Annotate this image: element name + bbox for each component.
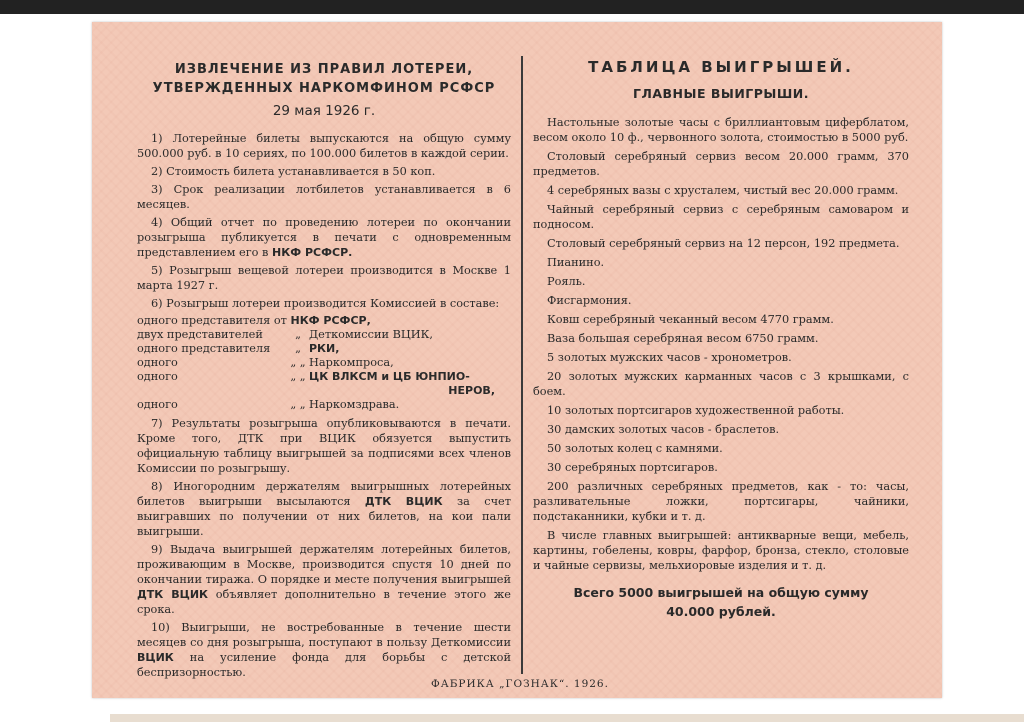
- prize-item: В числе главных выигрышей: антикварные вещи, мебель, картины, гобелены, ковры, фарфор, бронза, стекло, столовые и чайные сервизы, мельхиоровые изделия и т. д.: [533, 529, 909, 572]
- commission-who: двух представителей: [137, 328, 263, 341]
- commission-row: [137, 342, 511, 356]
- prizes-total-line2: 40.000 рублей.: [666, 604, 776, 619]
- ditto-mark: „ „: [290, 398, 306, 411]
- rules-column: [137, 60, 511, 683]
- prize-item: Фисгармония.: [547, 294, 632, 307]
- commission-who: одного представителя: [137, 342, 271, 355]
- prize-item: Столовый серебряный сервиз на 12 персон, 192 предмета.: [547, 237, 900, 250]
- prize-item: 4 серебряных вазы с хрусталем, чистый вес 20.000 грамм.: [547, 184, 899, 197]
- commission-who: [137, 384, 287, 398]
- rules-heading-line1: ИЗВЛЕЧЕНИЕ ИЗ ПРАВИЛ ЛОТЕРЕИ,: [174, 62, 474, 77]
- commission-row: [137, 328, 511, 342]
- commission-row: [137, 370, 511, 384]
- rule-10: [137, 620, 511, 680]
- prize-item: 30 дамских золотых часов - браслетов.: [547, 423, 780, 436]
- commission-row: [137, 314, 511, 328]
- top-dark-band: [0, 0, 1024, 14]
- prize-item: Чайный серебряный сервиз с серебряным самоваром и подносом.: [533, 203, 909, 231]
- commission-row: [137, 398, 511, 412]
- commission-first-org: НКФ РСФСР,: [290, 314, 371, 327]
- commission-first-who: одного представителя от: [137, 314, 287, 327]
- rule-1: 1) Лотерейные билеты выпускаются на общую сумму 500.000 руб. в 10 сериях, по 100.000 билетов в каждой серии.: [137, 132, 511, 160]
- rule-10-text-b: на усиление фонда для борьбы с детской беспризорностью.: [137, 651, 511, 679]
- rules-heading-line2: УТВЕРЖДЕННЫХ НАРКОМФИНОМ РСФСР: [152, 81, 496, 96]
- ditto-mark: „: [295, 342, 301, 355]
- rule-9-text-b: объявляет дополнительно в течение этого же срока.: [137, 588, 511, 616]
- rule-4-org: НКФ РСФСР.: [272, 246, 353, 259]
- prize-item: 20 золотых мужских карманных часов с 3 крышками, с боем.: [533, 370, 909, 398]
- rule-2: 2) Стоимость билета устанавливается в 50 коп.: [151, 165, 436, 178]
- commission-row: [137, 356, 511, 370]
- prizes-subtitle: ГЛАВНЫЕ ВЫИГРЫШИ.: [632, 86, 810, 101]
- commission-org: ЦК ВЛКСМ и ЦБ ЮНПИО-: [309, 370, 470, 383]
- prize-item: 200 различных серебряных предметов, как - то: часы, разливательные ложки, портсигары, чайники, подстаканники, кубки и т. д.: [533, 480, 909, 523]
- rule-8: [137, 479, 511, 539]
- commission-org: Наркомздрава.: [309, 398, 400, 411]
- rule-9-org: ДТК ВЦИК: [137, 588, 209, 601]
- rule-9-text-a: 9) Выдача выигрышей держателям лотерейных билетов, проживающим в Москве, производится спустя 10 дней по окончании тиража. О порядке и месте получения выигрышей: [137, 543, 511, 586]
- bottom-paper-edge: [110, 714, 1024, 722]
- prize-item: 10 золотых портсигаров художественной работы.: [547, 404, 845, 417]
- commission-who: одного: [137, 398, 178, 411]
- rule-8-text-b: за счет выигравших по получении от них билетов, на кои пали выигрыши.: [137, 495, 511, 538]
- rule-10-text-a: 10) Выигрыши, не востребованные в течение шести месяцев со дня розыгрыша, поступают в пользу Деткомиссии: [137, 621, 511, 649]
- column-divider: [521, 56, 523, 674]
- prizes-total-line1: Всего 5000 выигрышей на общую сумму: [573, 585, 869, 600]
- rule-8-text-a: 8) Иногородним держателям выигрышных лотерейных билетов выигрыши высылаются: [137, 480, 511, 508]
- commission-org: НЕРОВ,: [448, 384, 495, 397]
- prize-item: Пианино.: [547, 256, 605, 269]
- rule-8-org: ДТК ВЦИК: [364, 495, 443, 508]
- prizes-total: [533, 583, 909, 621]
- prize-item: Настольные золотые часы с бриллиантовым циферблатом, весом около 10 ф., червонного золота, стоимостью в 5000 руб.: [533, 116, 909, 144]
- ditto-mark: „ „: [290, 356, 306, 369]
- ditto-mark: [287, 384, 309, 398]
- rule-6: 6) Розыгрыш лотереи производится Комиссией в составе:: [151, 297, 500, 310]
- prize-item: Ваза большая серебряная весом 6750 грамм.: [547, 332, 819, 345]
- prize-item: 50 золотых колец с камнями.: [547, 442, 723, 455]
- prize-item: Столовый серебряный сервиз весом 20.000 грамм, 370 предметов.: [533, 150, 909, 178]
- rule-9: [137, 542, 511, 617]
- commission-who: одного: [137, 356, 178, 369]
- prize-item: 5 золотых мужских часов - хронометров.: [547, 351, 792, 364]
- ditto-mark: „ „: [290, 370, 306, 383]
- commission-list: [137, 314, 511, 412]
- rule-4: [137, 215, 511, 260]
- rule-10-org: ВЦИК: [137, 651, 174, 664]
- rule-7: 7) Результаты розыгрыша опубликовываются в печати. Кроме того, ДТК при ВЦИК обязуется выпустить официальную таблицу выигрышей за подписями всех членов Комиссии по розыгрышу.: [137, 417, 511, 475]
- commission-row: [137, 384, 511, 398]
- prize-item: 30 серебряных портсигаров.: [547, 461, 718, 474]
- rules-date: 29 мая 1926 г.: [272, 103, 376, 119]
- prize-item: Рояль.: [547, 275, 586, 288]
- rule-4-text: 4) Общий отчет по проведению лотереи по окончании розыгрыша публикуется в печати с одновременным представлением его в: [137, 216, 511, 259]
- commission-org: Наркомпроса,: [309, 356, 394, 369]
- commission-org: РКИ,: [309, 342, 340, 355]
- rule-3: 3) Срок реализации лотбилетов устанавливается в 6 месяцев.: [137, 183, 511, 211]
- rule-5: 5) Розыгрыш вещевой лотереи производится в Москве 1 марта 1927 г.: [137, 264, 511, 292]
- printer-imprint: ФАБРИКА „ГОЗНАК“. 1926.: [431, 678, 609, 690]
- commission-org: Деткомиссии ВЦИК,: [309, 328, 433, 341]
- prizes-title: ТАБЛИЦА ВЫИГРЫШЕЙ.: [588, 58, 854, 76]
- ditto-mark: „: [295, 328, 301, 341]
- prizes-column: [533, 60, 909, 621]
- commission-who: одного: [137, 370, 178, 383]
- prize-item: Ковш серебряный чеканный весом 4770 грамм.: [547, 313, 834, 326]
